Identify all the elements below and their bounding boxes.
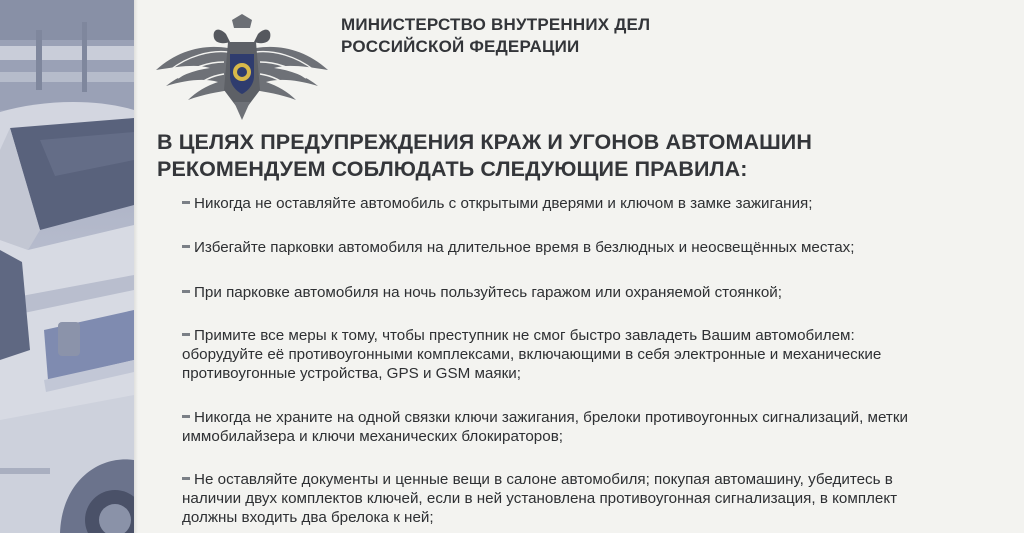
police-car-illustration <box>0 0 134 533</box>
page-headline <box>157 129 812 183</box>
rule-item-3 <box>182 283 782 302</box>
rule-text: Никогда не оставляйте автомобиль с открытыми дверями и ключом в замке зажигания; <box>194 195 813 212</box>
rule-text: При парковке автомобиля на ночь пользуйтесь гаражом или охраняемой стоянкой; <box>194 284 782 301</box>
rule-text: Примите все меры к тому, чтобы преступник не смог быстро завладеть Вашим автомобилем: <box>194 327 855 344</box>
rule-item-2 <box>182 238 854 257</box>
mvd-eagle-emblem-icon <box>154 14 330 120</box>
rule-item-4 <box>182 326 881 383</box>
bullet-dash-icon <box>182 333 190 336</box>
rule-text: иммобилайзера и ключи механических блокираторов; <box>182 428 563 445</box>
ministry-title <box>341 14 650 58</box>
headline-line-1: В ЦЕЛЯХ ПРЕДУПРЕЖДЕНИЯ КРАЖ И УГОНОВ АВТОМАШИН <box>157 130 812 154</box>
bullet-dash-icon <box>182 201 190 204</box>
rule-text: Избегайте парковки автомобиля на длительное время в безлюдных и неосвещённых местах; <box>194 239 855 256</box>
rule-item-5 <box>182 408 908 446</box>
bullet-dash-icon <box>182 415 190 418</box>
rule-text: Никогда не храните на одной связки ключи зажигания, брелоки противоугонных сигнализаций, метки <box>194 409 908 426</box>
bullet-dash-icon <box>182 245 190 248</box>
rule-text: наличии двух комплектов ключей, если в ней установлена противоугонная сигнализация, в комплект <box>182 490 898 507</box>
rule-text: противоугонные устройства, GPS и GSM маяки; <box>182 365 521 382</box>
ministry-title-line-2: РОССИЙСКОЙ ФЕДЕРАЦИИ <box>341 37 580 56</box>
rule-item-1 <box>182 194 813 213</box>
rule-item-6 <box>182 470 897 527</box>
strip-shadow <box>134 0 138 533</box>
headline-line-2: РЕКОМЕНДУЕМ СОБЛЮДАТЬ СЛЕДУЮЩИЕ ПРАВИЛА: <box>157 157 748 181</box>
bullet-dash-icon <box>182 290 190 293</box>
rule-text: Не оставляйте документы и ценные вещи в салоне автомобиля; покупая автомашину, убедитесь в <box>194 471 893 488</box>
ministry-title-line-1: МИНИСТЕРСТВО ВНУТРЕННИХ ДЕЛ <box>341 15 651 34</box>
police-car-photo-strip <box>0 0 134 533</box>
bullet-dash-icon <box>182 477 190 480</box>
rule-text: должны входить два брелока к ней; <box>182 509 434 526</box>
rule-text: оборудуйте её противоугонными комплексами, включающими в себя электронные и механические <box>182 346 882 363</box>
